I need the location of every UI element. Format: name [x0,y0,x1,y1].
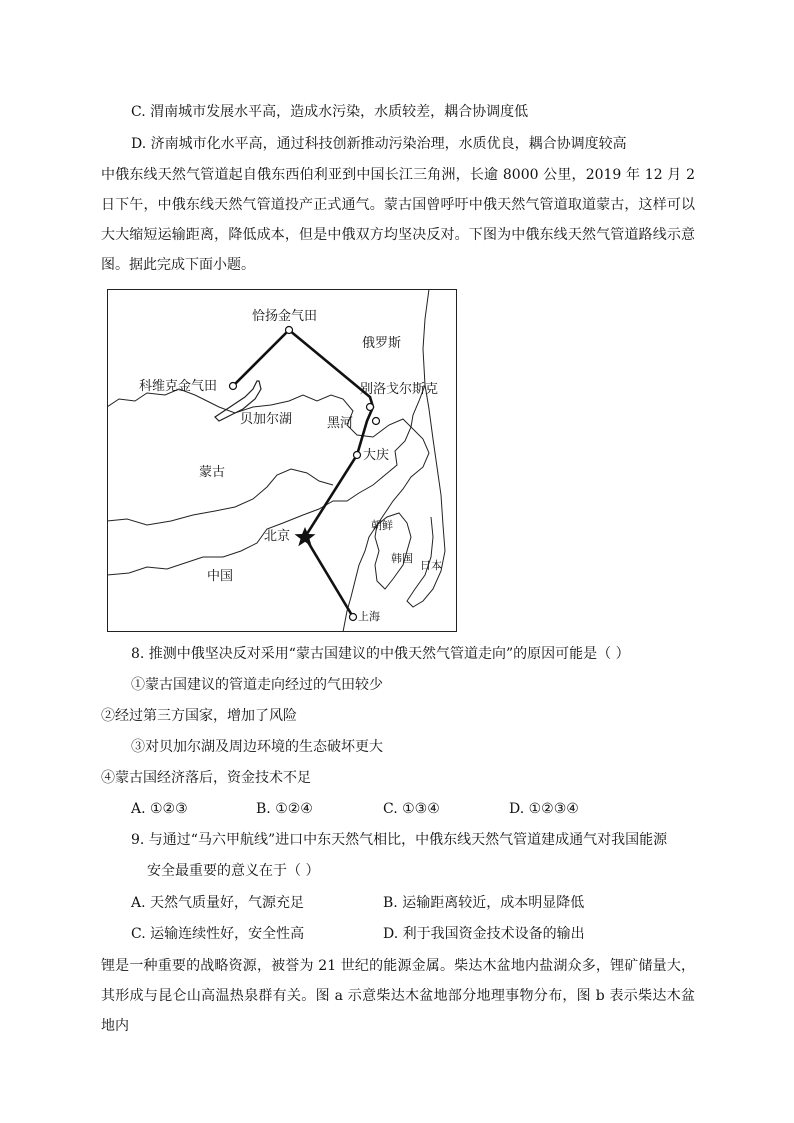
label-japan: 日本 [420,559,442,572]
q8-option-c: C. ①③④ [383,801,440,817]
q9-stem-line1: 9. 与通过“马六甲航线”进口中东天然气相比，中俄东线天然气管道建成通气对我国能源 [131,832,668,848]
shanghai-node [350,614,357,621]
q8-item-1: ①蒙古国建议的管道走向经过的气田较少 [131,677,383,693]
q9-stem-line2: 安全最重要的意义在于（ ） [147,863,320,879]
label-belogorsk: 别洛戈尔斯克 [360,382,439,397]
passage-lithium: 锂是一种重要的战略资源，被誉为 21 世纪的能源金属。柴达木盆地内盐湖众多，锂矿储量大，其形成与昆仑山高温热泉群有关。图 a 示意柴达木盆地部分地理事物分布，图 b 表示柴达木盆地内 [101,958,695,1034]
q8-option-d: D. ①②③④ [509,801,579,817]
q9-option-b: B. 运输距离较近，成本明显降低 [383,895,585,911]
label-russia: 俄罗斯 [362,336,402,351]
belogorsk-node [367,404,374,411]
q7-option-d: D. 济南城市化水平高，通过科技创新推动污染治理，水质优良，耦合协调度较高 [131,136,627,152]
map-frame [108,290,457,632]
label-baikal: 贝加尔湖 [240,412,293,427]
q8-item-2: ②经过第三方国家，增加了风险 [101,708,297,724]
heihe-node [373,418,380,425]
chayanda-node [286,327,293,334]
q8-item-3: ③对贝加尔湖及周边环境的生态破坏更大 [131,739,383,755]
label-daqing: 大庆 [363,448,390,463]
map-figure [107,289,457,632]
label-beijing: 北京 [264,529,291,544]
q9-option-d: D. 利于我国资金技术设备的输出 [383,926,585,942]
label-korea-s: 韩国 [391,552,413,565]
q8-option-b: B. ①②④ [256,801,313,817]
q8-item-4: ④蒙古国经济落后，资金技术不足 [101,770,311,786]
label-mongolia: 蒙古 [199,465,226,480]
q8-option-a: A. ①②③ [131,801,188,817]
label-shanghai: 上海 [358,610,380,623]
label-heihe: 黑河 [327,416,354,431]
label-kovykta: 科维克金气田 [139,379,218,394]
label-chayanda: 恰扬金气田 [252,309,318,324]
pipeline-route-map [107,289,457,632]
q9-option-a: A. 天然气质量好，气源充足 [131,895,305,911]
kovykta-node [230,383,237,390]
label-china: 中国 [207,569,234,584]
daqing-node [354,452,361,459]
label-korea-n: 朝鲜 [371,519,393,532]
q9-option-c: C. 运输连续性好，安全性高 [131,926,305,942]
q8-stem: 8. 推测中俄坚决反对采用“蒙古国建议的中俄天然气管道走向”的原因可能是（ ） [131,646,630,662]
q7-option-c: C. 渭南城市发展水平高，造成水污染，水质较差，耦合协调度低 [131,104,529,120]
passage-pipeline: 中俄东线天然气管道起自俄东西伯利亚到中国长江三角洲，长逾 8000 公里，2019 年 12 月 2 日下午，中俄东线天然气管道投产正式通气。蒙古国曾呼吁中俄天然气管道取道蒙古，这样可以大大缩短运输距离，降低成本，但是中俄双方均坚决反对。下图为中俄东线天然气管道路线示意图。据此完成下面小题。 [101,167,695,273]
